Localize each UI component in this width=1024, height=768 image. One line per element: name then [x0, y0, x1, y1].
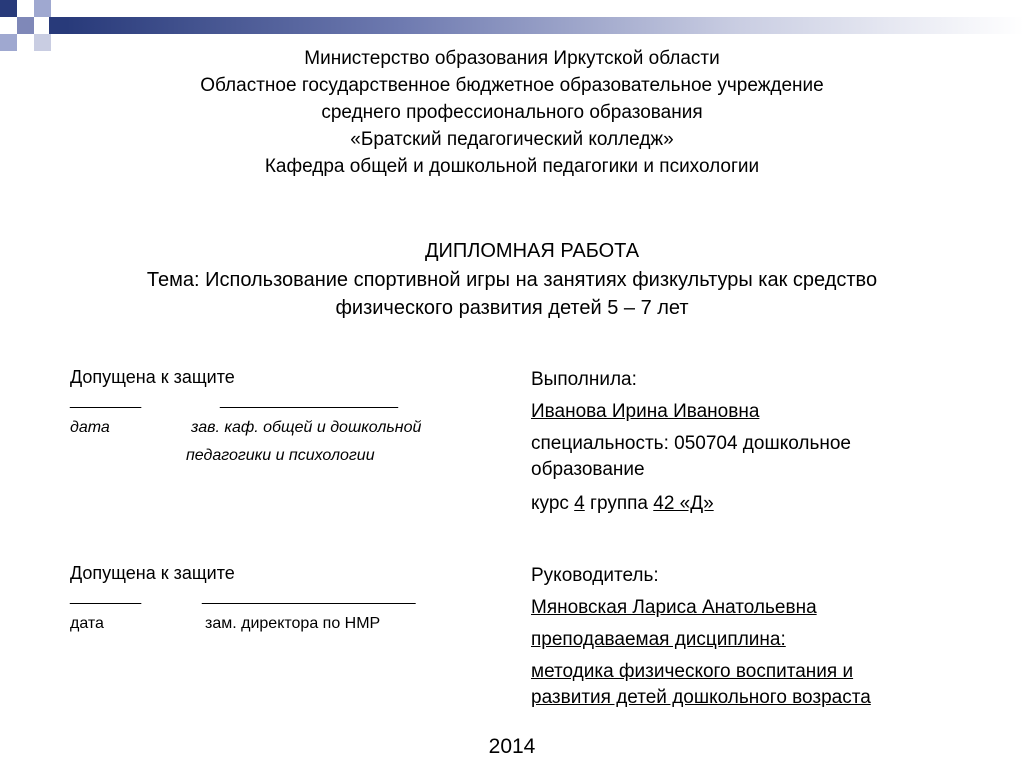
- date-label: дата: [70, 419, 110, 436]
- institution-line-2: среднего профессионального образования: [321, 102, 703, 123]
- institution-line-1: Областное государственное бюджетное образовательное учреждение: [200, 75, 824, 96]
- department-name: Кафедра общей и дошкольной педагогики и психологии: [264, 156, 760, 177]
- approval-heading: Допущена к защите: [70, 563, 235, 583]
- position-line-1: зав. каф. общей и дошкольной: [191, 419, 422, 436]
- supervisor-name: Мяновская Лариса Анатольевна: [531, 597, 817, 618]
- signature-blank: ________________________: [202, 588, 416, 605]
- signature-row: [70, 588, 510, 612]
- approval-heading: Допущена к защите: [70, 367, 235, 387]
- position-line-2: педагогики и психологии: [186, 447, 375, 464]
- signature-caption: [70, 416, 510, 446]
- approval-block-2: [70, 563, 510, 636]
- decor-square: [34, 0, 51, 17]
- author-heading: Выполнила:: [531, 369, 637, 390]
- decor-square: [49, 17, 66, 34]
- institution-header: [0, 45, 1024, 180]
- course-group: [531, 491, 971, 517]
- discipline-line-1: методика физического воспитания и: [531, 661, 854, 682]
- topic-line-1: Тема: Использование спортивной игры на занятиях физкультуры как средство: [146, 268, 878, 291]
- group-value: 42 «Д»: [653, 493, 714, 514]
- work-type: ДИПЛОМНАЯ РАБОТА: [424, 240, 640, 262]
- signature-caption: [70, 612, 510, 636]
- group-label: группа: [590, 493, 648, 514]
- date-blank: ________: [70, 588, 142, 605]
- topic-line-2: физического развития детей 5 – 7 лет: [335, 297, 689, 319]
- work-title: [0, 237, 1024, 323]
- supervisor-heading: Руководитель:: [531, 565, 659, 586]
- discipline-label: преподаваемая дисциплина:: [531, 629, 786, 650]
- author-name: Иванова Ирина Ивановна: [531, 401, 760, 422]
- signature-blank: ____________________: [220, 392, 398, 409]
- signature-row: [70, 392, 510, 416]
- discipline-line-2: развития детей дошкольного возраста: [531, 687, 871, 708]
- decor-gradient-bar: [66, 17, 1024, 34]
- course-value: 4: [574, 493, 585, 514]
- decor-square: [17, 17, 34, 34]
- approval-block-1: [70, 367, 510, 470]
- course-label: курс: [531, 493, 569, 514]
- specialty-line-2: образование: [531, 459, 645, 480]
- author-block: [531, 367, 971, 517]
- decor-square: [0, 0, 17, 17]
- signature-caption-cont: [70, 446, 510, 470]
- position-label: зам. директора по НМР: [205, 615, 381, 632]
- specialty-line-1: специальность: 050704 дошкольное: [531, 433, 851, 454]
- ministry-line: Министерство образования Иркутской области: [304, 48, 720, 69]
- supervisor-block: [531, 563, 971, 711]
- date-label: дата: [70, 615, 104, 632]
- college-name: «Братский педагогический колледж»: [350, 129, 674, 150]
- date-blank: ________: [70, 392, 142, 409]
- year: 2014: [488, 735, 536, 758]
